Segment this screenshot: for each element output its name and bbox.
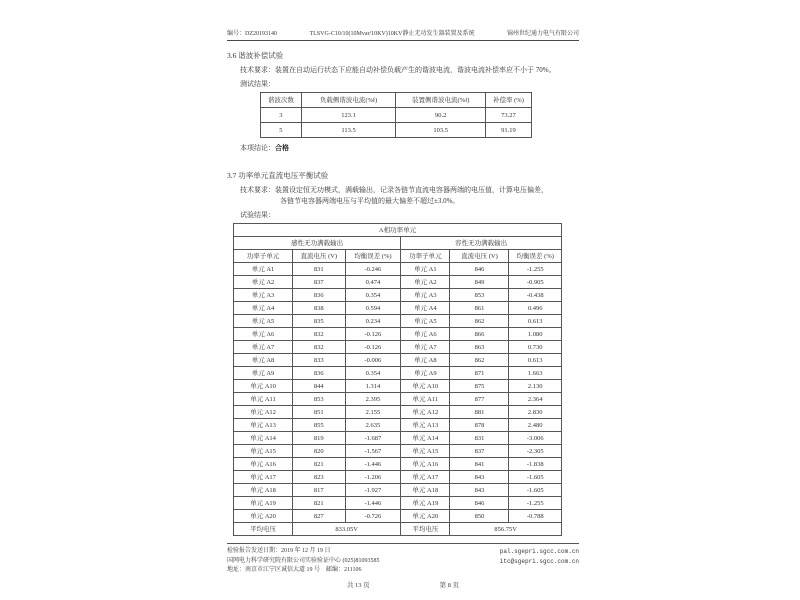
table-cell: 单元 A3 [234, 289, 293, 302]
table-cell: 2.155 [345, 406, 401, 419]
table-cell: 3 [261, 108, 302, 123]
table-cell: 851 [293, 406, 345, 419]
table-cell: 单元 A9 [401, 367, 450, 380]
table-row [234, 315, 562, 328]
average-voltage-row [234, 523, 562, 536]
table-cell: 0.474 [345, 276, 401, 289]
average-label: 平均电压 [401, 523, 450, 536]
table-row [234, 354, 562, 367]
table-cell: 831 [293, 263, 345, 276]
table-row [234, 263, 562, 276]
table-cell: 821 [293, 458, 345, 471]
table-cell: 单元 A1 [234, 263, 293, 276]
website-url: pal.sgepri.sgcc.com.cn [499, 548, 579, 555]
footer-contact-block [227, 547, 380, 576]
col-header: 装置侧谐波电流(%f) [396, 93, 485, 108]
table-cell: 875 [450, 380, 509, 393]
table-cell: 0.496 [509, 302, 562, 315]
table-cell: -1.605 [509, 484, 562, 497]
table-cell: 2.395 [345, 393, 401, 406]
table-cell: 单元 A2 [401, 276, 450, 289]
table-cell: 832 [293, 341, 345, 354]
table-cell: -1.446 [345, 458, 401, 471]
table-cell: 单元 A4 [234, 302, 293, 315]
table-cell: 846 [450, 497, 509, 510]
table-cell: 831 [450, 432, 509, 445]
table-cell: 单元 A6 [401, 328, 450, 341]
table-cell: 881 [450, 406, 509, 419]
section-3-7-requirement [240, 185, 579, 207]
table-cell: 单元 A15 [401, 445, 450, 458]
table-row [234, 471, 562, 484]
table-cell: 833 [293, 354, 345, 367]
table-cell: 823 [293, 471, 345, 484]
report-sent-date: 检验报告发送日期：2019 年 12 月 19 日 [227, 548, 331, 554]
inductive-output-header: 感性无功满载输出 [234, 237, 401, 250]
table-row [234, 276, 562, 289]
table-cell: -1.255 [509, 497, 562, 510]
table-cell: 2.364 [509, 393, 562, 406]
table-cell: 837 [293, 276, 345, 289]
table-cell: 单元 A10 [401, 380, 450, 393]
table-row [234, 341, 562, 354]
col-header: 直流电压 (V) [293, 250, 345, 263]
table-cell: 单元 A12 [234, 406, 293, 419]
table-cell: -0.438 [509, 289, 562, 302]
table-cell: 73.27 [485, 108, 531, 123]
table-cell: 90.2 [396, 108, 485, 123]
table-cell: 单元 A11 [234, 393, 293, 406]
table-cell: 单元 A1 [401, 263, 450, 276]
table-cell: 0.234 [345, 315, 401, 328]
table-cell: 单元 A20 [401, 510, 450, 523]
table-cell: -0.126 [345, 341, 401, 354]
table-cell: 单元 A4 [401, 302, 450, 315]
table-cell: 850 [450, 510, 509, 523]
lab-name-phone: 国网电力科学研究院有限公司实验验证中心 (025)81093585 [227, 557, 380, 564]
table-cell: 113.5 [301, 123, 396, 138]
table-row [234, 432, 562, 445]
table-cell: 853 [450, 289, 509, 302]
table-cell: 2.480 [509, 419, 562, 432]
table-cell: 123.1 [301, 108, 396, 123]
column-header-row [234, 250, 562, 263]
table-cell: 838 [293, 302, 345, 315]
requirement-text-line1: 装置设定恒无功模式，满载输出，记录各链节直流电容器两端的电压值，计算电压偏差， [275, 186, 548, 194]
table-cell: 5 [261, 123, 302, 138]
table-cell: -0.788 [509, 510, 562, 523]
table-cell: 871 [450, 367, 509, 380]
table-row [234, 367, 562, 380]
footer-web-block [500, 547, 579, 576]
table-cell: 单元 A14 [234, 432, 293, 445]
table-cell: 862 [450, 354, 509, 367]
table-cell: 863 [450, 341, 509, 354]
table-cell: 单元 A5 [234, 315, 293, 328]
table-cell: 836 [293, 367, 345, 380]
table-cell: 单元 A8 [401, 354, 450, 367]
table-cell: 单元 A16 [234, 458, 293, 471]
table-cell: 835 [293, 315, 345, 328]
table-cell: 0.354 [345, 289, 401, 302]
table-cell: 827 [293, 510, 345, 523]
table-cell: -0.006 [345, 354, 401, 367]
table-row [234, 497, 562, 510]
table-cell: 单元 A11 [401, 393, 450, 406]
table-cell: 单元 A7 [401, 341, 450, 354]
average-capacitive-value: 856.75V [450, 523, 562, 536]
table-cell: 单元 A5 [401, 315, 450, 328]
table-cell: 846 [450, 263, 509, 276]
table-cell: 819 [293, 432, 345, 445]
col-header: 负载侧谐波电流(%f) [301, 93, 396, 108]
table-cell: 820 [293, 445, 345, 458]
col-header: 功率子单元 [234, 250, 293, 263]
requirement-label: 技术要求： [240, 66, 275, 74]
table-cell: 862 [450, 315, 509, 328]
document-content [227, 28, 579, 536]
table-cell: 844 [293, 380, 345, 393]
table-cell: 853 [293, 393, 345, 406]
table-row [234, 510, 562, 523]
document-header [227, 28, 579, 41]
table-row [261, 108, 532, 123]
section-3-6-conclusion [240, 143, 579, 153]
table-cell: -3.006 [509, 432, 562, 445]
table-cell: 0.730 [509, 341, 562, 354]
table-row [234, 445, 562, 458]
table-cell: 1.663 [509, 367, 562, 380]
table-cell: 单元 A15 [234, 445, 293, 458]
table-cell: 单元 A10 [234, 380, 293, 393]
total-pages: 共 13 页 [346, 581, 370, 589]
table-cell: -0.126 [345, 328, 401, 341]
dc-voltage-balance-table [233, 223, 562, 536]
group-header-row [234, 237, 562, 250]
table-cell: -1.255 [509, 263, 562, 276]
table-row [234, 406, 562, 419]
table-row [234, 484, 562, 497]
lab-address: 地址：南京市江宁区诚信大道 19 号 邮编：211106 [227, 567, 362, 573]
harmonic-compensation-table [260, 92, 532, 138]
doc-number: 编号：DZ20193140 [227, 31, 277, 37]
table-cell: 单元 A17 [234, 471, 293, 484]
table-cell: 2.130 [509, 380, 562, 393]
table-cell: 877 [450, 393, 509, 406]
table-row [234, 289, 562, 302]
table-cell: 817 [293, 484, 345, 497]
company-name: 锦州世纪通力电气有限公司 [506, 31, 579, 37]
table-cell: -1.446 [345, 497, 401, 510]
table-cell: -1.206 [345, 471, 401, 484]
table-cell: 849 [450, 276, 509, 289]
table-cell: -0.246 [345, 263, 401, 276]
table-cell: 837 [450, 445, 509, 458]
conclusion-label: 本项结论： [240, 144, 275, 152]
table-cell: 1.314 [345, 380, 401, 393]
table-cell: 单元 A9 [234, 367, 293, 380]
table-cell: 832 [293, 328, 345, 341]
table-row [234, 380, 562, 393]
average-inductive-value: 833.05V [293, 523, 401, 536]
table-cell: -1.687 [345, 432, 401, 445]
footer-divider [227, 543, 579, 544]
table-cell: 单元 A14 [401, 432, 450, 445]
table-cell: -1.927 [345, 484, 401, 497]
page-indicator [227, 580, 579, 589]
col-header: 补偿率 (%) [485, 93, 531, 108]
table-cell: -1.605 [509, 471, 562, 484]
table-cell: 单元 A18 [234, 484, 293, 497]
table-cell: 单元 A8 [234, 354, 293, 367]
doc-title: TLSVG-C10/10(10Mvar/10KV)10KV静止无功发生器装置及系统 [309, 31, 475, 37]
table-cell: 单元 A12 [401, 406, 450, 419]
table-row [234, 419, 562, 432]
table-row [234, 302, 562, 315]
table-cell: 836 [293, 289, 345, 302]
table-cell: 0.613 [509, 315, 562, 328]
table-cell: 841 [450, 458, 509, 471]
document-footer [227, 543, 579, 589]
table-cell: 单元 A18 [401, 484, 450, 497]
email-address: itc@sgepri.sgcc.com.cn [499, 557, 579, 565]
table-cell: 0.594 [345, 302, 401, 315]
table-cell: 878 [450, 419, 509, 432]
col-header: 直流电压 (V) [450, 250, 509, 263]
table-cell: 861 [450, 302, 509, 315]
test-result-label: 测试结果： [240, 80, 275, 88]
table-cell: 855 [293, 419, 345, 432]
table-cell: 单元 A13 [401, 419, 450, 432]
table-cell: 843 [450, 471, 509, 484]
table-header-row [261, 93, 532, 108]
table-cell: -2.305 [509, 445, 562, 458]
table-cell: 843 [450, 484, 509, 497]
section-3-6-requirement [240, 65, 579, 76]
table-cell: 单元 A17 [401, 471, 450, 484]
section-3-6-heading: 3.6 谐波补偿试验 [227, 51, 284, 60]
col-header: 均衡误差 (%) [345, 250, 401, 263]
table-cell: 2.635 [345, 419, 401, 432]
table-cell: 单元 A2 [234, 276, 293, 289]
requirement-label: 技术要求： [240, 186, 275, 194]
table-cell: -0.726 [345, 510, 401, 523]
table-cell: 单元 A7 [234, 341, 293, 354]
requirement-text: 装置在自动运行状态下应能自动补偿负载产生的谐波电流，谐波电流补偿率应不小于 70%。 [275, 66, 556, 74]
test-result-label: 试验结果： [240, 211, 275, 219]
phase-a-title: A相功率单元 [234, 224, 562, 237]
table-row [234, 328, 562, 341]
table-cell: 单元 A19 [234, 497, 293, 510]
section-3-7-heading: 3.7 功率单元直流电压平衡试验 [227, 171, 329, 180]
table-row [261, 123, 532, 138]
current-page: 第 8 页 [439, 581, 460, 589]
table-cell: 821 [293, 497, 345, 510]
col-header: 均衡误差 (%) [509, 250, 562, 263]
table-cell: 单元 A19 [401, 497, 450, 510]
table-cell: -0.905 [509, 276, 562, 289]
table-cell: 103.5 [396, 123, 485, 138]
table-row [234, 393, 562, 406]
table-cell: 单元 A3 [401, 289, 450, 302]
table-title-row [234, 224, 562, 237]
conclusion-value: 合格 [275, 144, 289, 152]
table-cell: 单元 A13 [234, 419, 293, 432]
col-header: 谐波次数 [261, 93, 302, 108]
table-cell: 1.080 [509, 328, 562, 341]
table-cell: 单元 A16 [401, 458, 450, 471]
col-header: 功率子单元 [401, 250, 450, 263]
table-cell: 91.19 [485, 123, 531, 138]
table-cell: 单元 A20 [234, 510, 293, 523]
table-cell: 0.354 [345, 367, 401, 380]
table-cell: -1.567 [345, 445, 401, 458]
table-cell: 0.613 [509, 354, 562, 367]
table-cell: 单元 A6 [234, 328, 293, 341]
requirement-text-line2: 各链节电容器两端电压与平均值的最大偏差不超过±3.0%。 [280, 197, 460, 205]
average-label: 平均电压 [234, 523, 293, 536]
capacitive-output-header: 容性无功满载输出 [401, 237, 562, 250]
table-cell: 2.830 [509, 406, 562, 419]
table-row [234, 458, 562, 471]
table-cell: 866 [450, 328, 509, 341]
table-cell: -1.838 [509, 458, 562, 471]
